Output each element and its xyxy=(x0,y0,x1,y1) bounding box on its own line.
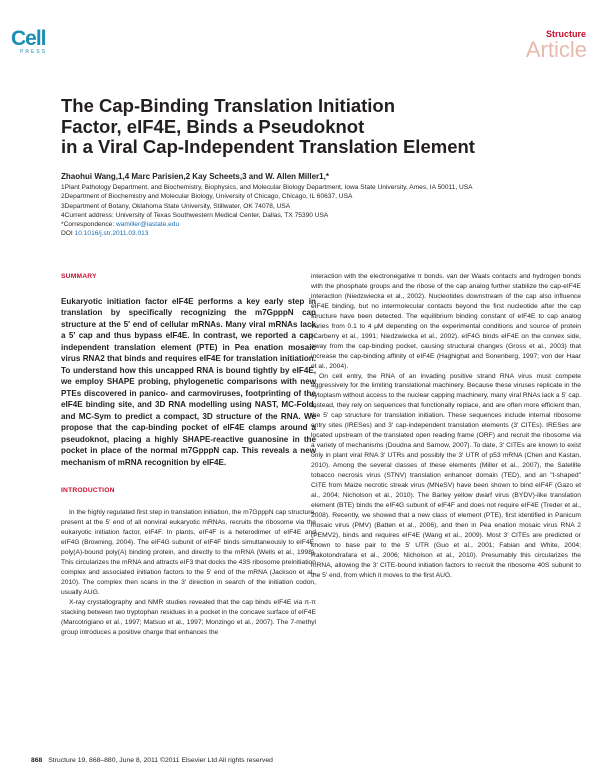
paragraph: interaction with the electronegative π bonds. van der Waals contacts and hydrogen bonds with the phosphate groups and the ribose of the cap analog further stabilize the cap-eIF4E interaction (Niedzwiecka et al., 2002). Nucleotides downstream of the cap also influence eIF4E binding, but no intermolecular contacts beyond the first nucleotide after the cap structure have been detected. The equilibrium binding constant of eIF4E to cap analog varies from 0.1 to 4 μM depending on the experimental conditions and source of protein (Carberry et al., 1991; Niedzwiecka et al., 2002). eIF4G binds eIF4E on the convex side, away from the cap-binding pocket, causing structural changes (Gross et al., 2003) that increase the cap-binding affinity of eIF4E (Haghighat and Sonenberg, 1997; von der Haar et al., 2004). xyxy=(311,273,581,370)
introduction-heading: INTRODUCTION xyxy=(61,487,115,495)
summary-text: Eukaryotic initiation factor eIF4E performs a key early step in translation by specifically recognizing the m7GpppN cap structure at the 5′ end of cellular mRNAs. Many viral mRNAs lack a 5′ cap and thus bypass eIF4E. In contrast, we reported a cap-independent translation element (PTE) in Pea enation mosaic virus RNA2 that binds and requires eIF4E for translation initiation. To understand how this uncapped RNA is bound tightly by eIF4E, we employ SHAPE probing, phylogenetic comparisons with new PTEs discovered in panico- and carmoviruses, footprinting of the eIF4E binding site, and 3D RNA modelling using NAST, MC-Fold, and MC-Sym to predict a compact, 3D structure of the RNA. We propose that the cap-binding pocket of eIF4E clamps around a pseudoknot, placing a highly SHAPE-reactive guanosine in the pocket in place of the normal m7GpppN cap. This reveals a new mechanism of mRNA recognition by eIF4E. xyxy=(61,296,316,467)
correspondence-label: *Correspondence: xyxy=(61,221,116,229)
title-line: Factor, eIF4E, Binds a Pseudoknot xyxy=(61,115,365,137)
cell-press-logo xyxy=(11,28,55,54)
article-type: Article xyxy=(525,37,587,62)
affiliation: 1Plant Pathology Department, and Biochemistry, Biophysics, and Molecular Biology Department, Iowa State University, Ames, IA 50011, USA xyxy=(61,184,473,191)
page-footer xyxy=(31,756,273,765)
page-number: 868 xyxy=(31,757,43,764)
affiliation: 3Department of Botany, Oklahoma State University, Stillwater, OK 74078, USA xyxy=(61,202,291,210)
author-list: Zhaohui Wang,1,4 Marc Parisien,2 Kay Scheets,3 and W. Allen Miller1,* xyxy=(61,172,329,181)
title-line: The Cap-Binding Translation Initiation xyxy=(61,95,396,116)
logo-text: Cell xyxy=(11,27,46,50)
paragraph: In the highly regulated first step in translation initiation, the m7GpppN cap structure, present at the 5′ end of all nonviral eukaryotic mRNAs, recruits the ribosome via the eukaryotic initiation factor, eIF4F. In plants, eIF4F is a heterodimer of eIF4E and eIF4G (Browning, 2004). The eIF4G subunit of eIF4F binds simultaneously to eIF4E, poly(A)-bound poly(A) binding protein, and directly to the mRNA (Wells et al., 1998). This circularizes the mRNA and attracts eIF3 that docks the 43S ribosome preinitiation complex and associated initiation factors to the 5′ end of the mRNA (Jackson et al., 2010). The complex then scans in the 3′ direction in search of the initiation codon, usually AUG. xyxy=(61,509,316,597)
correspondence xyxy=(61,220,581,229)
article-title xyxy=(61,96,531,158)
summary-heading: SUMMARY xyxy=(61,273,97,280)
doi-line xyxy=(61,229,581,238)
affiliation: 2Department of Biochemistry and Molecular Biology, University of Chicago, Chicago, IL 60637, USA xyxy=(61,193,353,201)
journal-citation: Structure 19, 868–880, June 8, 2011 ©2011 Elsevier Ltd All rights reserved xyxy=(48,757,273,764)
affiliations xyxy=(61,183,581,239)
paragraph: On cell entry, the RNA of an invading positive strand RNA virus must compete aggressively for the limiting translational machinery. Because these viruses replicate in the cytoplasm without access to the nuclear capping machinery, many viral RNAs lack a 5′ cap. Instead, they rely on sequences that functionally replace, and are often more efficient than, the 5′ cap structure for translation initiation. These sequences include internal ribosome entry sites (IRESes) and 3′ cap-independent translation elements (3′ CITEs). IRESes are located upstream of the translated open reading frame (ORF) and recruit the ribosome via a variety of mechanisms (Doudna and Sarnow, 2007). To date, 3′ CITEs are known to exist only in plant viral RNA 3′ UTRs and possibly the 3′ UTR of p53 mRNA (Chen and Kastan, 2010). Among the several classes of these elements (Miller et al., 2007), the Satellite tobacco necrosis virus (STNV) translation enhancer domain (TED), and an "I-shaped" CITE from Maize necrotic streak virus (MNeSV) have been shown to bind eIF4F (Gazo et al., 2004; Nicholson et al., 2010). The Barley yellow dwarf virus (BYDV)-like translation element (BTE) binds the eIF4G subunit of eIF4F and does not require eIF4E (Treder et al., 2008). Recently, we showed that a new class of element (PTE), first identified in Panicum mosaic virus (PMV) (Batten et al., 2006), and then in Pea enation mosaic virus RNA 2 (PEMV2), binds and requires eIF4E (Wang et al., 2009). Most 3′ CITEs are predicted or known to base pair to the 5′ UTR (Guo et al., 2001; Fabian and White, 2004; Rakotondrafara et al., 2006; Nicholson et al., 2010). Presumably this circularizes the mRNA, allowing the 3′ CITE-bound initiation factors to recruit the ribosome 40S subunit to the 5′ end, from which it moves to the first AUG. xyxy=(311,372,581,579)
title-line: in a Viral Cap-Independent Translation Element xyxy=(61,136,475,157)
right-column xyxy=(311,272,581,581)
affiliation: 4Current address: University of Texas Southwestern Medical Center, Dallas, TX 75390 USA xyxy=(61,211,329,219)
doi-link[interactable]: 10.1016/j.str.2011.03.013 xyxy=(74,230,149,238)
doi-label: DOI xyxy=(61,230,75,238)
correspondence-email-link[interactable]: wamiller@iastate.edu xyxy=(115,221,180,229)
paragraph: X-ray crystallography and NMR studies revealed that the cap binds eIF4E via π-π stacking between two tryptophan residues in a pocket in the concave surface of eIF4E (Marcotrigiano et al., 1997; Matsuo et al., 1997; Monzingo et al., 2007). The 7-methyl group introduces a positive charge that enhances the xyxy=(61,598,316,636)
journal-section: Structure xyxy=(545,29,586,39)
introduction-body xyxy=(61,508,316,637)
logo-subtext: PRESS xyxy=(20,49,47,55)
left-column xyxy=(61,272,316,638)
